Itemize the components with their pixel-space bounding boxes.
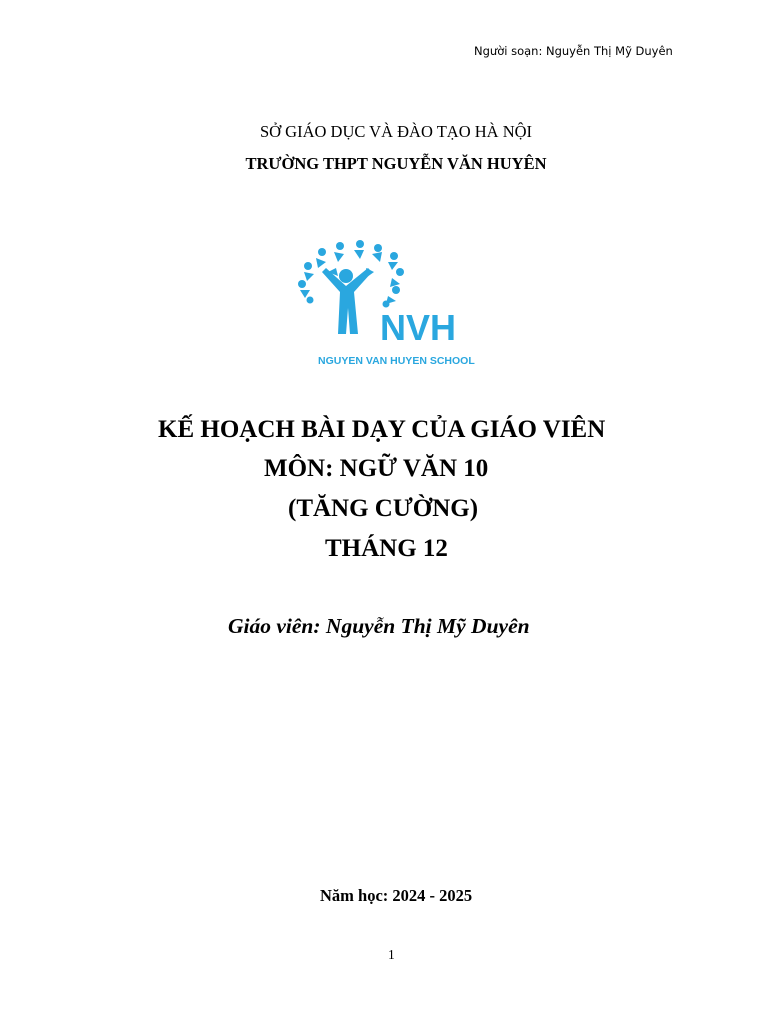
logo-caption: NGUYEN VAN HUYEN SCHOOL [318, 355, 475, 367]
header-author: Người soạn: Nguyễn Thị Mỹ Duyên [474, 44, 673, 58]
school-logo [288, 238, 492, 378]
department-name: SỞ GIÁO DỤC VÀ ĐÀO TẠO HÀ NỘI [259, 122, 533, 141]
subject-variant: (TĂNG CƯỜNG) [288, 495, 479, 522]
month-title: THÁNG 12 [325, 535, 448, 562]
page-number: 1 [388, 947, 395, 962]
school-year: Năm học: 2024 - 2025 [320, 886, 473, 905]
subject-title: MÔN: NGỮ VĂN 10 [264, 455, 489, 482]
school-name: TRƯỜNG THPT NGUYỄN VĂN HUYÊN [245, 154, 547, 173]
plan-title: KẾ HOẠCH BÀI DẠY CỦA GIÁO VIÊN [158, 416, 606, 443]
teacher-name: Giáo viên: Nguyễn Thị Mỹ Duyên [228, 614, 530, 638]
logo-initials: NVH [380, 307, 457, 348]
